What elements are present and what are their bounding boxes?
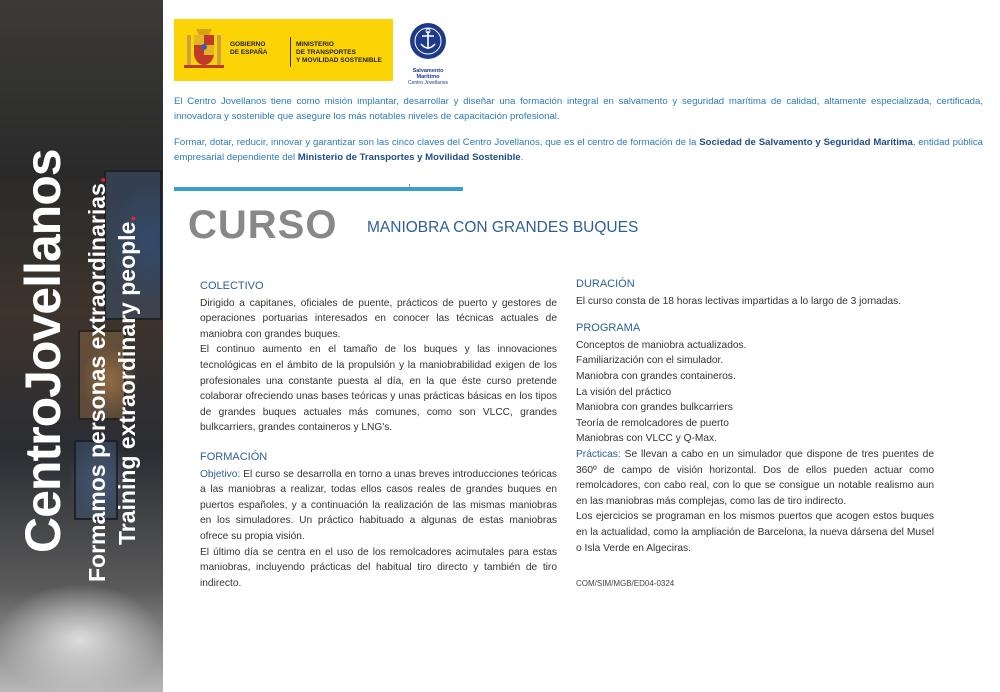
ejercicios-paragraph: Los ejercicios se programan en los mismos puertos que acogen estos buques en la actualidad, como la ampliación de Barcelona, la nueva dársena del Musel o Isla Verde en Algeciras. bbox=[576, 511, 934, 554]
programa-heading: PROGRAMA bbox=[576, 322, 641, 335]
colectivo-paragraph: El continuo aumento en el tamaño de los buques y las innovaciones tecnológicas en el ámbito de la propulsión y la maniobrabilidad exigen de los profesionales una constante puesta al día, en la que éste curso pretende colaborar ofreciendo unas bases teóricas y unas prácticas básicas en los tipos de grandes buques actuales más comunes, como son VLCC, grandes bulkcarriers, grandes containeros y LNG's. bbox=[200, 344, 557, 434]
programa-list bbox=[576, 338, 934, 447]
formacion-paragraph: El último día se centra en el uso de los remolcadores acimutales para estas maniobras, incluyendo prácticas del habitual tiro directo y también de tiro indirecto. bbox=[200, 546, 557, 589]
curso-label: CURSO bbox=[188, 203, 338, 247]
colectivo-paragraph: Dirigido a capitanes, oficiales de puente, prácticos de puerto y gestores de operaciones portuarias interesados en conocer las técnicas actuales de maniobra con grandes buques. bbox=[200, 297, 557, 340]
right-column bbox=[576, 277, 934, 592]
programa-item: Maniobra con grandes bulkcarriers bbox=[576, 402, 733, 414]
programa-item: Maniobras con VLCC y Q-Max. bbox=[576, 433, 717, 445]
anchor-emblem-icon bbox=[409, 22, 447, 60]
practicas-paragraph: Prácticas: Se llevan a cabo en un simulador que dispone de tres puentes de 360º de campo de visión horizontal. Dos de ellos pueden actuar como remolcadores, con cabo real, con lo que se consigue un notable realismo aun en las maniobras más complejas, como las de tiro indirecto. bbox=[576, 448, 934, 507]
course-title: MANIOBRA CON GRANDES BUQUES bbox=[367, 219, 639, 236]
logo-divider bbox=[290, 37, 291, 67]
intro-mission-paragraph: El Centro Jovellanos tiene como misión implantar, desarrollar y diseñar una formación integral en salvamento y seguridad marítima de calidad, altamente especializada, certificada, innovadora y sostenible que asegure los más notables niveles de capacitación profesional. bbox=[174, 96, 983, 122]
banner-red-dot: . bbox=[84, 176, 110, 184]
side-banner-photo bbox=[0, 0, 163, 692]
gobierno-logo bbox=[174, 19, 393, 81]
left-column bbox=[200, 279, 557, 591]
gobierno-text: GOBIERNO DE ESPAÑA bbox=[230, 41, 268, 56]
salvamento-maritimo-name: Salvamento Marítimo bbox=[412, 68, 444, 80]
intro-keys-paragraph: Formar, dotar, reducir, innovar y garantizar son las cinco claves del Centro Jovellanos, que es el centro de formación de la Sociedad de Salvamento y Seguridad Marítima, entidad pública empresarial dependiente del Ministerio de Transportes y Movilidad Sostenible. bbox=[174, 137, 984, 163]
section-divider bbox=[174, 187, 463, 191]
programa-item: La visión del práctico bbox=[576, 386, 672, 398]
programa-item: Conceptos de maniobra actualizados. bbox=[576, 339, 747, 351]
programa-item: Familiarización con el simulador. bbox=[576, 355, 724, 367]
duracion-heading: DURACIÓN bbox=[576, 278, 635, 290]
document-code: COM/SIM/MGB/ED04-0324 bbox=[576, 579, 675, 589]
programa-item: Teoría de remolcadores de puerto bbox=[576, 417, 729, 429]
colectivo-heading: COLECTIVO bbox=[200, 280, 264, 292]
divider-tick bbox=[409, 184, 410, 187]
objetivo-paragraph: Objetivo: El curso se desarrolla en torno a unas breves introducciones teóricas a las maniobras a realizar, todas ellos casos reales de grandes buques en puertos españoles, y a continuación la realización de las mismas maniobras en los simuladores. Un práctico habituado a algunas de estas maniobras ofrece su propia visión. bbox=[200, 468, 557, 542]
banner-tagline-es: Formamos personas extraordinarias. bbox=[84, 176, 110, 582]
banner-brand: CentroJovellanos bbox=[15, 149, 71, 553]
centro-jovellanos-subtitle: Centro Jovellanos bbox=[407, 80, 449, 86]
coat-of-arms-icon bbox=[184, 25, 224, 73]
formacion-heading: FORMACIÓN bbox=[200, 450, 268, 463]
banner-red-dot: . bbox=[114, 215, 140, 222]
salvamento-maritimo-logo bbox=[404, 22, 452, 86]
programa-item: Maniobra con grandes containeros. bbox=[576, 370, 736, 382]
banner-tagline-en: Training extraordinary people. bbox=[114, 215, 140, 545]
duracion-paragraph: El curso consta de 18 horas lectivas impartidas a lo largo de 3 jornadas. bbox=[576, 295, 902, 307]
ministerio-text: MINISTERIO DE TRANSPORTES Y MOVILIDAD SOSTENIBLE bbox=[296, 41, 382, 64]
